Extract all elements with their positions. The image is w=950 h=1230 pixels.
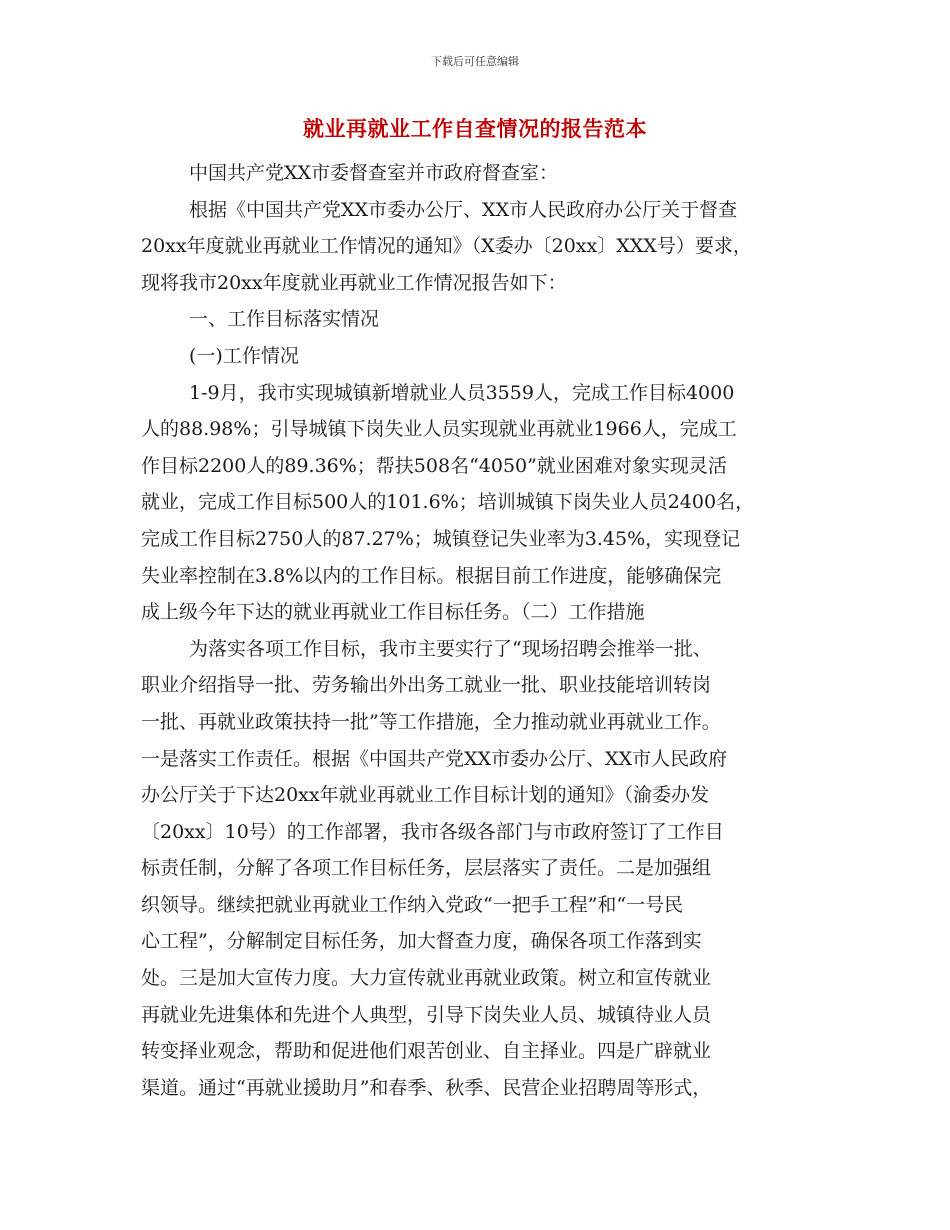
body-line: (一)工作情况	[189, 344, 299, 367]
body-line: 失业率控制在3.8%以内的工作目标。根据目前工作进度，能够确保完	[141, 564, 722, 587]
body-line: 根据《中国共产党XX市委办公厅、XX市人民政府办公厅关于督查	[189, 198, 738, 221]
body-line: 20xx年度就业再就业工作情况的通知》（X委办〔20xx〕XXX号）要求，	[141, 235, 752, 258]
body-line: 渠道。通过“再就业援助月”和春季、秋季、民营企业招聘周等形式，	[141, 1076, 712, 1099]
body-line: 现将我市20xx年度就业再就业工作情况报告如下：	[141, 271, 567, 294]
body-line: 中国共产党XX市委督查室并市政府督查室：	[189, 162, 559, 184]
body-line: 处。三是加大宣传力度。大力宣传就业再就业政策。树立和宣传就业	[141, 967, 712, 990]
body-line: 就业，完成工作目标500人的101.6%；培训城镇下岗失业人员2400名，	[141, 491, 755, 514]
body-line: 织领导。继续把就业再就业工作纳入党政“一把手工程”和“一号民	[141, 893, 684, 916]
body-line: 人的88.98%；引导城镇下岗失业人员实现就业再就业1966人，完成工	[141, 418, 737, 441]
body-line: 〔20xx〕10号）的工作部署，我市各级各部门与市政府签订了工作目	[141, 820, 724, 843]
body-line: 为落实各项工作目标，我市主要实行了“现场招聘会推举一批、	[189, 637, 712, 660]
body-line: 完成工作目标2750人的87.27%；城镇登记失业率为3.45%，实现登记	[141, 527, 741, 550]
document-body	[141, 160, 821, 1111]
document-title: 就业再就业工作自查情况的报告范本	[303, 116, 647, 141]
body-line: 转变择业观念，帮助和促进他们艰苦创业、自主择业。四是广辟就业	[141, 1040, 712, 1063]
body-line: 作目标2200人的89.36%；帮扶508名“4050”就业困难对象实现灵活	[141, 454, 727, 477]
page-header: 下载后可任意编辑	[431, 55, 519, 68]
body-line: 成上级今年下达的就业再就业工作目标任务。（二）工作措施	[141, 601, 645, 624]
body-line: 职业介绍指导一批、劳务输出外出务工就业一批、职业技能培训转岗	[141, 674, 712, 697]
body-line: 办公厅关于下达20xx年就业再就业工作目标计划的通知》（渝委办发	[141, 784, 710, 807]
body-line: 一批、再就业政策扶持一批”等工作措施，全力推动就业再就业工作。	[141, 710, 721, 733]
body-line: 一、工作目标落实情况	[189, 308, 380, 331]
body-line: 1-9月，我市实现城镇新增就业人员3559人，完成工作目标4000	[189, 381, 735, 404]
body-line: 心工程”，分解制定目标任务，加大督查力度，确保各项工作落到实	[141, 930, 702, 953]
body-line: 再就业先进集体和先进个人典型，引导下岗失业人员、城镇待业人员	[141, 1003, 712, 1026]
body-line: 一是落实工作责任。根据《中国共产党XX市委办公厅、XX市人民政府	[141, 747, 728, 770]
body-line: 标责任制，分解了各项工作目标任务，层层落实了责任。二是加强组	[141, 857, 712, 880]
